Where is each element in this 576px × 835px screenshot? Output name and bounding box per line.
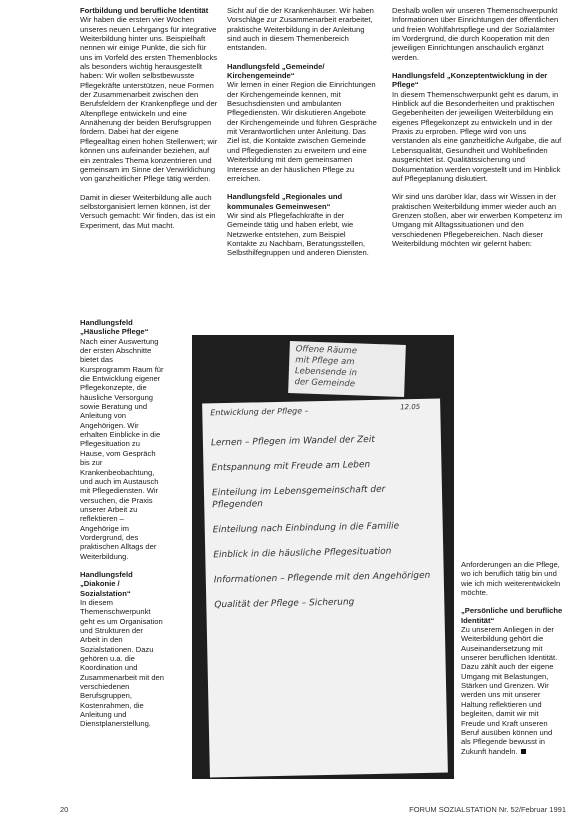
section-heading: Handlungsfeld „Regionales und kommunales Gemeinwesen“ (227, 192, 343, 211)
paragraph: Wir sind uns darüber klar, dass wir Wissen in der praktischen Weiterbildung immer wieder auch an Grenzen stoßen, aber wir erwerben Kompetenz im Umgang mit Alltagssituationen und den verschiedenen Pflegebereichen. Nach dieser Weiterbildung möchten wir gelernt haben: (392, 192, 563, 248)
paragraph: Nach einer Auswertung der ersten Abschnitte bietet das Kursprogramm Raum für die Entwicklung eigener Pflegekonzepte, die häusliche Versorgung sowie Beratung und Anleitung von Angehörigen. Wir erhalten Einblicke in die Pflegesituation zu Hause, vom Gespräch bis zur Krankenbeobachtung, und auch im Austausch mit Pflegediensten. Wir versuchen, die Praxis unserer Arbeit zu reflektieren – Angehörige im Vordergrund, des praktischen Alltags der Weiterbildung. (80, 336, 164, 561)
paragraph: Sicht auf die der Krankenhäuser. Wir haben Vorschläge zur Zusammenarbeit erarbeitet, praktische Weiterbildung in der Anleitung sind auch in diesem Themenbereich entstanden. (227, 6, 374, 53)
handwritten-card-small (288, 341, 406, 397)
photo-pinboard (192, 335, 454, 779)
column-2 (227, 6, 377, 336)
handwritten-date: 12.05 (400, 402, 421, 412)
paragraph-text: Zu unserem Anliegen in der Weiterbildung gehört die Auseinandersetzung mit unserer beruflichen Identität. Dazu zählt auch der eigene Umgang mit Belastungen, Stärken und Grenzen. Wir werden uns mit unserer Haltung reflektieren und begleiten, damit wir mit Freude und Kraft unseren Beruf ausüben können und als Pflegende bewusst in Zukunft handeln. (461, 625, 558, 756)
handwritten-line: Einblick in die häusliche Pflegesituation (213, 546, 392, 561)
handwritten-line: Informationen – Pflegende mit den Angehörigen (213, 570, 431, 586)
paragraph: In diesem Themenschwerpunkt geht es um Organisation und Strukturen der Arbeit in den Sozialstationen. Dazu gehören u.a. die Koordination und Zusammenarbeit mit den verschiedenen Berufsgruppen, Kostenrahmen, die Anleitung und Dienstplanerstellung. (80, 597, 164, 729)
section-heading: Handlungsfeld „Diakonie / Sozialstation“ (80, 569, 133, 598)
paragraph: In diesem Themenschwerpunkt geht es darum, in Hinblick auf die Besonderheiten und praktischen Gegebenheiten der jeweiligen Weiterbildung ein eigenes Pflegekonzept zu entwickeln und in der Praxis zu erproben. Pflege wird von uns verstanden als eine ganzheitliche Aufgabe, die auf Lebensqualität, Gesundheit und Wohlbefinden ausgerichtet ist. Qualitätssicherung und Dokumentation werden vorgestellt und im Hinblick auf Pflegeplanung diskutiert. (392, 89, 562, 183)
section-heading: Handlungsfeld „Konzeptentwicklung in der Pflege“ (392, 71, 548, 90)
page-number: 20 (60, 805, 69, 814)
section-heading: Handlungsfeld „Häusliche Pflege“ (80, 318, 149, 337)
handwritten-line: mit Pflege am (295, 355, 355, 368)
handwritten-line: Lebensende in (294, 366, 358, 379)
end-of-article-mark (521, 749, 526, 754)
journal-title: FORUM SOZIALSTATION Nr. 52/Februar 1991 (409, 805, 566, 814)
paragraph: Anforderungen an die Pflege, wo ich beruflich tätig bin und wie ich mich weiterentwickeln möchte. (461, 560, 561, 598)
section-heading: „Persönliche und berufliche Identität“ (461, 606, 563, 625)
handwritten-line: Qualität der Pflege – Sicherung (214, 597, 355, 611)
paragraph: Deshalb wollen wir unseren Themenschwerpunkt Informationen über Einrichtungen der öffentlichen und freien Wohlfahrtspflege und der Sozialämter im Vordergrund, die durch Kooperation mit den jeweiligen Einrichtungen anschaulich ergänzt werden. (392, 6, 559, 62)
handwritten-line: Entspannung mit Freude am Leben (211, 460, 371, 474)
column-3-narrow (461, 560, 564, 770)
paragraph: Wir haben die ersten vier Wochen unseres neuen Lehrgangs für integrative Weiterbildung hinter uns. Beispielhaft nennen wir einige Punkte, die sich für uns im Vorfeld des ersten Themenblocks als besonders wichtig herausgestellt haben: Wir wollen selbstbewusste Pflegekräfte unterstützen, neue Formen der Zusammenarbeit zwischen den Berufsfeldern der Krankenpflege und der Altenpflege entwickeln und eine Annäherung der beiden Berufsgruppen fördern. Dabei hat der eigene Pflegealltag einen hohen Stellenwert; wir können uns aufeinander beziehen, auf ein zentrales Thema konzentrieren und gemeinsam im Sinne der Verwirklichung von ganzheitlicher Pflege tätig werden. (80, 15, 218, 184)
page-footer (0, 803, 576, 819)
paragraph: Damit in dieser Weiterbildung alle auch selbstorganisiert lernen können, ist der Versuch gemacht: Wir finden, das ist ein Experiment, das Mut macht. (80, 192, 216, 230)
paragraph: Wir lernen in einer Region die Einrichtungen der Kirchengemeinde kennen, mit Besuchsdiensten und ambulanten Pflegediensten. Wir diskutieren Angebote der Kirchengemeinde und führen Gespräche mit Verantwortlichen unter Anleitung. Das Ziel ist, die Kontakte zwischen Gemeinde und Pflegediensten zu erweitern und eine Weiterbildung mit dem gemeinsamen Interesse an der häuslichen Pflege zu erreichen. (227, 80, 377, 183)
handwritten-line: Einteilung nach Einbindung in die Familie (212, 521, 400, 536)
paragraph (461, 625, 564, 756)
handwritten-line: Lernen – Pflegen im Wandel der Zeit (210, 434, 375, 449)
handwritten-card-large (202, 399, 448, 778)
handwritten-header: Entwicklung der Pflege – (210, 406, 309, 418)
section-heading: Fortbildung und berufliche Identität (80, 6, 209, 15)
column-1-narrow (80, 318, 164, 729)
section-heading: Handlungsfeld „Gemeinde/ Kirchengemeinde“ (227, 61, 325, 81)
handwritten-line: Einteilung im Lebensgemeinschaft der Pflegenden (211, 484, 386, 511)
handwritten-line: der Gemeinde (294, 377, 356, 390)
handwritten-line: Offene Räume (295, 344, 358, 357)
paragraph: Wir sind als Pflegefachkräfte in der Gemeinde tätig und haben erlebt, wie Netzwerke entstehen, zum Beispiel Kontakte zu Nachbarn, Beratungsstellen, Selbsthilfegruppen und anderen Diensten. (227, 210, 369, 258)
